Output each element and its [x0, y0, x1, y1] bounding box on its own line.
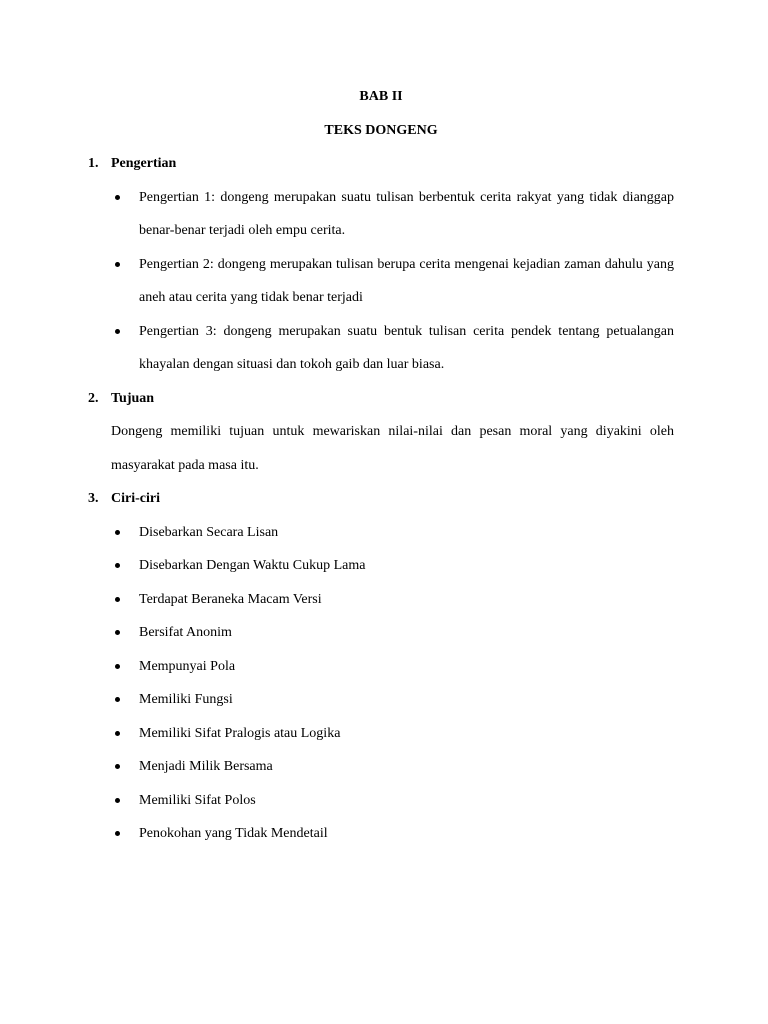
chapter-heading: BAB II [359, 89, 403, 104]
bullet-icon [111, 650, 139, 684]
list-item [111, 248, 674, 315]
section-number: 2. [88, 390, 99, 406]
list-item [111, 750, 674, 784]
bullet-icon [111, 784, 139, 818]
list-item [111, 650, 674, 684]
section-number: 3. [88, 491, 99, 506]
list-item-text: Memiliki Sifat Polos [139, 792, 256, 808]
list-item-text: Pengertian 1: dongeng merupakan suatu tulisan berbentuk cerita rakyat yang tidak dianggap benar-benar terjadi oleh empu cerita. [139, 189, 674, 238]
section-ciri-ciri [88, 482, 674, 851]
section-number: 1. [88, 156, 99, 171]
list-item [111, 516, 674, 550]
list-item [111, 817, 674, 851]
bullet-icon [111, 516, 139, 550]
list-item-text: Menjadi Milik Bersama [139, 759, 273, 774]
section-heading [88, 482, 674, 516]
list-item [111, 683, 674, 717]
list-item [111, 784, 674, 818]
section-title: Ciri-ciri [111, 491, 160, 506]
list-item [111, 616, 674, 650]
list-item-text: Memiliki Sifat Pralogis atau Logika [139, 725, 341, 741]
list-item-text: Disebarkan Dengan Waktu Cukup Lama [139, 558, 366, 573]
bullet-icon [111, 750, 139, 784]
definition-list [88, 181, 674, 382]
section-pengertian [88, 147, 674, 382]
bullet-icon [111, 549, 139, 583]
bullet-icon [111, 683, 139, 717]
section-title: Tujuan [111, 390, 155, 406]
list-item-text: Mempunyai Pola [139, 658, 236, 674]
list-item-text: Pengertian 3: dongeng merupakan suatu bentuk tulisan cerita pendek tentang petualangan khayalan dengan situasi dan tokoh gaib dan luar biasa. [139, 323, 674, 372]
list-item-text: Pengertian 2: dongeng merupakan tulisan berupa cerita mengenai kejadian zaman dahulu yang aneh atau cerita yang tidak benar terjadi [139, 256, 674, 305]
list-item [111, 583, 674, 617]
list-item [111, 315, 674, 382]
list-item [111, 717, 674, 751]
section-heading [88, 147, 674, 181]
section-heading [88, 382, 674, 416]
document-content [88, 80, 674, 851]
list-item-text: Bersifat Anonim [139, 625, 232, 640]
list-item-text: Memiliki Fungsi [139, 692, 233, 707]
bullet-icon [111, 583, 139, 617]
bullet-icon [111, 181, 139, 248]
section-paragraph: Dongeng memiliki tujuan untuk mewariskan nilai-nilai dan pesan moral yang diyakini oleh masyarakat pada masa itu. [111, 424, 674, 473]
list-item [111, 549, 674, 583]
document-title: TEKS DONGENG [324, 122, 438, 138]
list-item-text: Penokohan yang Tidak Mendetail [139, 826, 328, 841]
list-item [111, 181, 674, 248]
list-item-text: Disebarkan Secara Lisan [139, 524, 279, 540]
bullet-icon [111, 248, 139, 315]
section-title: Pengertian [111, 156, 177, 171]
bullet-icon [111, 315, 139, 382]
bullet-icon [111, 616, 139, 650]
characteristics-list [88, 516, 674, 851]
list-item-text: Terdapat Beraneka Macam Versi [139, 591, 322, 607]
bullet-icon [111, 817, 139, 851]
section-tujuan [88, 382, 674, 483]
bullet-icon [111, 717, 139, 751]
